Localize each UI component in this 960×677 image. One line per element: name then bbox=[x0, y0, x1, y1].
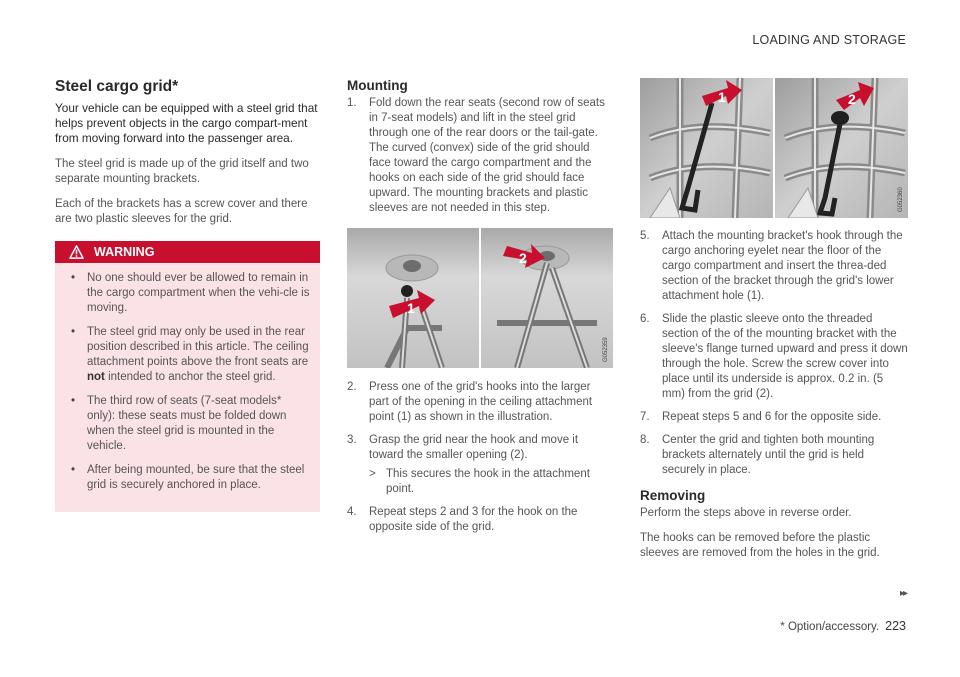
lead-paragraph: Your vehicle can be equipped with a steel grid that helps prevent objects in the cargo compart-ment from moving forward into the passenger area. bbox=[55, 101, 318, 145]
floor-bracket-drawing bbox=[640, 78, 908, 218]
warning-item: • The steel grid may only be used in the rear position described in this article. The ceiling attachment points above the front seats are not intended to anchor the steel grid. bbox=[71, 325, 310, 385]
warning-item: • After being mounted, be sure that the steel grid is securely anchored in place. bbox=[71, 463, 310, 493]
column-mounting-continued bbox=[640, 78, 908, 571]
step-item: 4. Repeat steps 2 and 3 for the hook on the opposite side of the grid. bbox=[347, 506, 578, 533]
warning-header bbox=[55, 241, 320, 263]
ceiling-attachment-drawing bbox=[347, 228, 613, 368]
step-item: 3. Grasp the grid near the hook and move it toward the smaller opening (2). > This secures the hook in the attachment point. bbox=[347, 433, 613, 497]
column-intro bbox=[55, 78, 320, 512]
column-mounting bbox=[347, 78, 613, 543]
emphasis-not: not bbox=[87, 371, 105, 383]
page-footer bbox=[780, 619, 906, 633]
image-code: G052360 bbox=[898, 187, 904, 212]
page-title: Steel cargo grid* bbox=[55, 78, 179, 95]
mounting-steps-a bbox=[347, 96, 613, 216]
paragraph-removing-2: The hooks can be removed before the plastic sleeves are removed from the holes in the grid. bbox=[640, 532, 880, 559]
callout-2: 2 bbox=[519, 250, 527, 266]
paragraph-removing-1: Perform the steps above in reverse order. bbox=[640, 507, 852, 519]
callout-2: 2 bbox=[848, 91, 856, 107]
mounting-steps-b bbox=[347, 380, 613, 535]
warning-box bbox=[55, 241, 320, 512]
step-item: 2. Press one of the grid's hooks into the larger part of the opening in the ceiling attachment point (1) as shown in the illustration. bbox=[347, 381, 593, 423]
continue-arrows-icon: ▸▸ bbox=[899, 588, 906, 599]
section-title-removing: Removing bbox=[640, 488, 706, 503]
warning-item: • The third row of seats (7-seat models* only): these seats must be folded down when the steel grid is mounted in the vehicle. bbox=[71, 394, 310, 454]
step-item: 5. Attach the mounting bracket's hook through the cargo anchoring eyelet near the floor of the cargo compartment and insert the threa-ded section of the bracket through the grid's lower attachment hole (1). bbox=[640, 230, 903, 302]
illustration-floor-bracket bbox=[640, 78, 908, 218]
illustration-ceiling-attachment bbox=[347, 228, 613, 368]
warning-triangle-icon bbox=[69, 245, 84, 259]
paragraph-brackets: Each of the brackets has a screw cover and there are two plastic sleeves for the grid. bbox=[55, 198, 308, 225]
step-item: 1. Fold down the rear seats (second row of seats in 7-seat models) and lift in the steel grid through one of the rear doors or the tail-gate. The curved (convex) side of the grid should face toward the cargo compartment and the hooks on each side of the grid should face upward. The mounting brackets and plastic sleeves are not needed in this step. bbox=[347, 97, 605, 214]
warning-label: WARNING bbox=[94, 245, 155, 259]
warning-item: • No one should ever be allowed to remain in the cargo compartment when the vehi-cle is moving. bbox=[71, 271, 310, 316]
paragraph-grid-parts: The steel grid is made up of the grid itself and two separate mounting brackets. bbox=[55, 158, 309, 185]
callout-1: 1 bbox=[718, 89, 726, 105]
section-header: LOADING AND STORAGE bbox=[752, 33, 906, 47]
footnote-option-accessory: * Option/accessory. bbox=[780, 621, 880, 633]
image-code: G052359 bbox=[603, 337, 609, 362]
callout-1: 1 bbox=[407, 300, 415, 316]
mounting-steps-c bbox=[640, 229, 908, 478]
step-item: 8. Center the grid and tighten both mounting brackets alternately until the grid is held securely in place. bbox=[640, 434, 875, 476]
section-title-mounting: Mounting bbox=[347, 78, 408, 93]
warning-list bbox=[55, 263, 320, 493]
page-number: 223 bbox=[885, 619, 906, 633]
step-item: 7. Repeat steps 5 and 6 for the opposite side. bbox=[640, 411, 882, 423]
step-result: > This secures the hook in the attachment point. bbox=[369, 468, 590, 495]
step-item: 6. Slide the plastic sleeve onto the threaded section of the of the mounting bracket with the sleeve's flange turned upward and press it down through the hole. Screw the screw cover into place until its underside is approx. 0.2 in. (5 mm) from the grid (2). bbox=[640, 313, 908, 400]
